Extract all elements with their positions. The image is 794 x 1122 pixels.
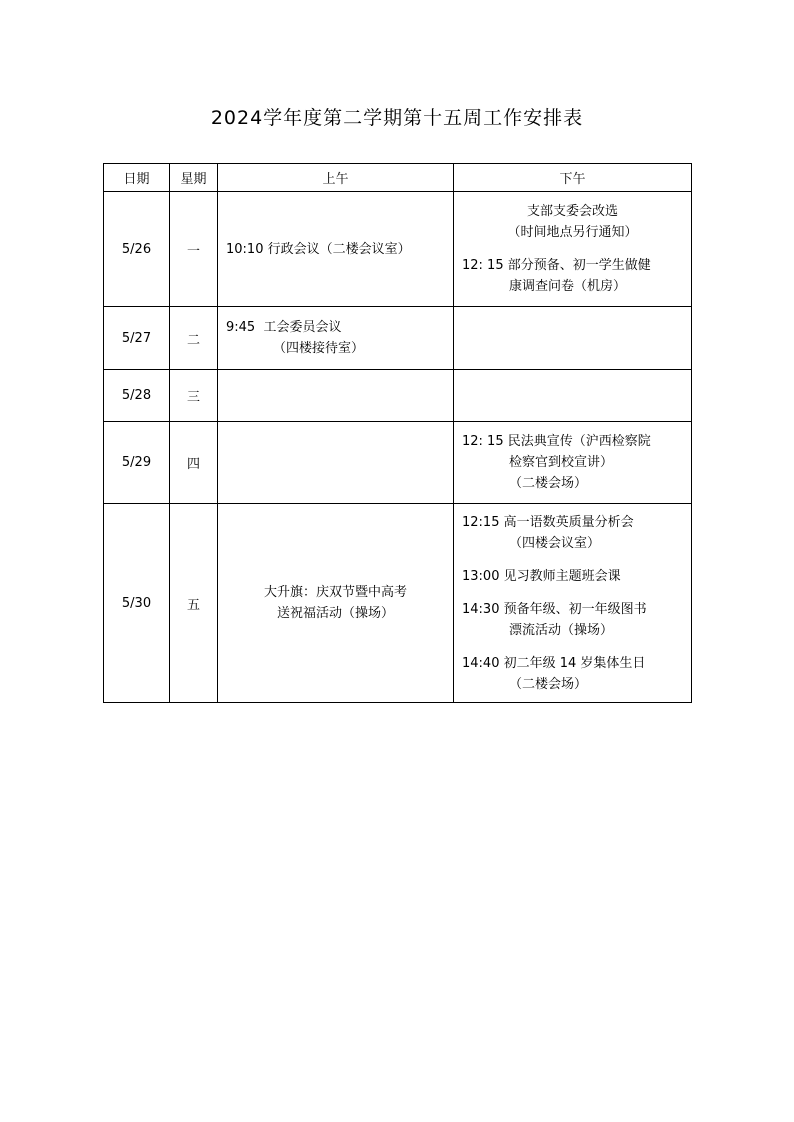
am-cell xyxy=(218,422,454,504)
am-cell xyxy=(218,370,454,422)
weekday-cell: 一 xyxy=(170,192,218,307)
schedule-entry xyxy=(218,236,453,263)
header-pm: 下午 xyxy=(454,164,692,192)
schedule-entry xyxy=(454,252,691,300)
am-cell xyxy=(218,192,454,307)
table-row xyxy=(104,307,692,370)
entry-line: （二楼会场） xyxy=(509,476,588,491)
table-row xyxy=(104,370,692,422)
entry-line: 支部支委会改选 xyxy=(526,204,618,219)
entry-line: （四楼会议室） xyxy=(509,535,601,551)
schedule-entry xyxy=(454,563,691,590)
entry-line: 漂流活动（操场） xyxy=(509,622,614,638)
schedule-entry xyxy=(454,650,691,698)
weekday-cell: 二 xyxy=(170,307,218,370)
pm-cell xyxy=(454,307,692,370)
am-cell xyxy=(218,504,454,703)
weekday-cell: 四 xyxy=(170,422,218,504)
entry-line: 12: 15 部分预备、初一学生做健 xyxy=(462,258,651,273)
entry-line: 9:45 工会委员会议 xyxy=(226,320,342,335)
header-date: 日期 xyxy=(104,164,170,192)
schedule-entry xyxy=(218,314,453,362)
schedule-entry xyxy=(454,428,691,497)
header-row xyxy=(104,164,692,192)
table-row xyxy=(104,422,692,504)
entry-line: （时间地点另行通知） xyxy=(507,225,638,240)
schedule-entry xyxy=(454,509,691,557)
schedule-entry xyxy=(218,579,453,627)
page-title: 2024学年度第二学期第十五周工作安排表 xyxy=(210,107,584,129)
entry-line: 12: 15 民法典宣传（沪西检察院 xyxy=(462,434,651,449)
entry-line: 大升旗：庆双节暨中高考 xyxy=(263,585,407,600)
entry-line: 12:15 高一语数英质量分析会 xyxy=(462,514,634,530)
entry-line: 检察官到校宣讲） xyxy=(509,455,614,470)
weekday-cell: 五 xyxy=(170,504,218,703)
pm-cell xyxy=(454,422,692,504)
entry-line: 14:30 预备年级、初一年级图书 xyxy=(462,601,647,617)
entry-line: 康调查问卷（机房） xyxy=(509,279,627,294)
date-cell: 5/28 xyxy=(104,370,170,422)
pm-cell xyxy=(454,370,692,422)
entry-line: （四楼接待室） xyxy=(273,341,365,356)
schedule-entry xyxy=(454,596,691,644)
header-am: 上午 xyxy=(218,164,454,192)
entry-line: 13:00 见习教师主题班会课 xyxy=(462,568,621,584)
date-cell: 5/30 xyxy=(104,504,170,703)
date-cell: 5/29 xyxy=(104,422,170,504)
weekday-cell: 三 xyxy=(170,370,218,422)
entry-line: 送祝福活动（操场） xyxy=(276,606,394,621)
header-weekday: 星期 xyxy=(170,164,218,192)
table-row xyxy=(104,192,692,307)
schedule-entry xyxy=(454,198,691,246)
date-cell: 5/26 xyxy=(104,192,170,307)
table-row xyxy=(104,504,692,703)
schedule-table xyxy=(103,163,692,703)
pm-cell xyxy=(454,504,692,703)
am-cell xyxy=(218,307,454,370)
pm-cell xyxy=(454,192,692,307)
date-cell: 5/27 xyxy=(104,307,170,370)
entry-line: 10:10 行政会议（二楼会议室） xyxy=(226,241,411,257)
entry-line: （二楼会场） xyxy=(509,676,588,692)
entry-line: 14:40 初二年级 14 岁集体生日 xyxy=(462,655,646,671)
